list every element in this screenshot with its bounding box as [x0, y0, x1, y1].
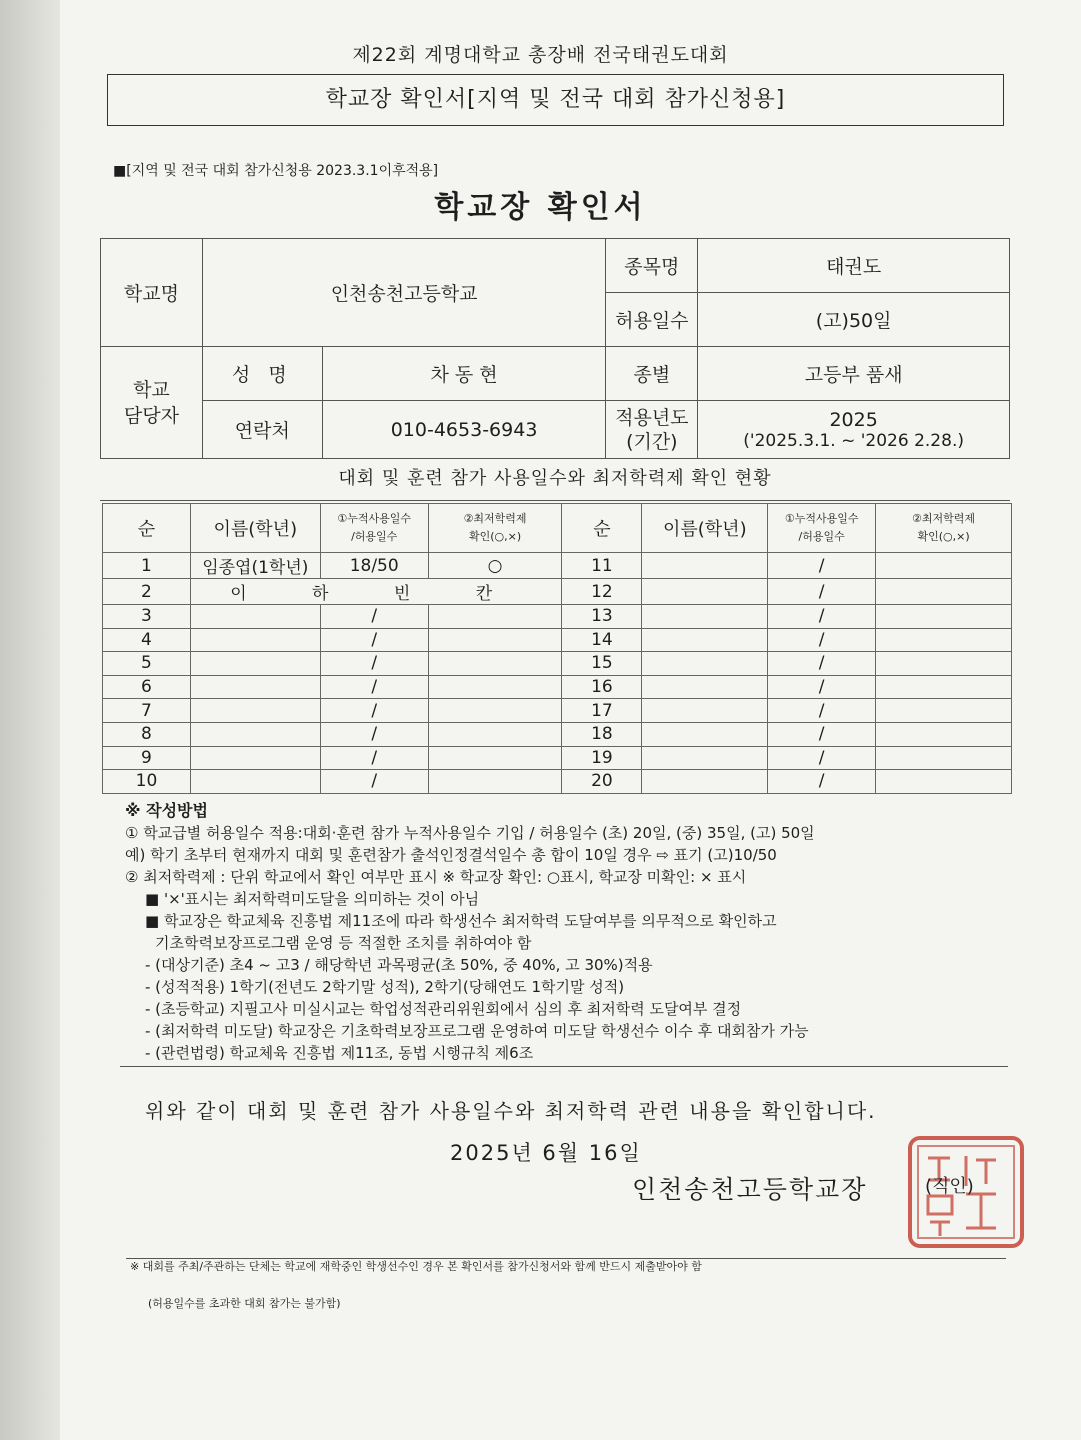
row-name	[642, 553, 768, 579]
row-name	[190, 746, 320, 770]
signature-date: 2025년 6월 16일	[450, 1141, 642, 1165]
row-check	[428, 605, 562, 629]
row-no: 18	[562, 722, 642, 746]
table-row	[103, 770, 1012, 794]
row-name	[190, 652, 320, 676]
seal-label: (직인)	[925, 1176, 974, 1197]
sport-label: 종목명	[606, 239, 698, 293]
year-label: 적용년도 (기간)	[606, 401, 698, 459]
method-line: ② 최저학력제 : 단위 학교에서 확인 여부만 표시 ※ 학교장 확인: ○표시, 학교장 미확인: × 표시	[125, 868, 747, 886]
row-days: /	[768, 652, 876, 676]
row-no: 13	[562, 605, 642, 629]
method-line: - (초등학교) 지필고사 미실시교는 학업성적관리위원회에서 심의 후 최저학력 도달여부 결정	[145, 1000, 742, 1018]
row-days: /	[320, 628, 428, 652]
table-row	[103, 722, 1012, 746]
row-days: /	[768, 722, 876, 746]
header-days-left: ①누적사용일수 /허용일수	[320, 504, 428, 553]
row-days: /	[768, 579, 876, 605]
row-days: /	[320, 699, 428, 723]
row-no: 6	[103, 675, 191, 699]
row-check	[428, 652, 562, 676]
row-no: 10	[103, 770, 191, 794]
header-check-right: ②최저학력제 확인(○,×)	[876, 504, 1012, 553]
method-line: ① 학교급별 허용일수 적용:대회·훈련 참가 누적사용일수 기입 / 허용일수 (초) 20일, (중) 35일, (고) 50일	[125, 824, 815, 842]
row-days: 18/50	[320, 553, 428, 579]
table-row	[103, 628, 1012, 652]
header-no-right: 순	[562, 504, 642, 553]
row-no: 2	[103, 579, 191, 605]
method-line: - (최저학력 미도달) 학교장은 기초학력보장프로그램 운영하여 미도달 학생선수 이수 후 대회참가 가능	[145, 1022, 809, 1040]
row-days: /	[768, 553, 876, 579]
school-info-table	[100, 238, 1010, 459]
header-no-left: 순	[103, 504, 191, 553]
method-line: 기초학력보장프로그램 운영 등 적절한 조치를 취하여야 함	[155, 934, 532, 952]
confirmation-text: 위와 같이 대회 및 훈련 참가 사용일수와 최저학력 관련 내용을 확인합니다.	[145, 1099, 877, 1123]
row-days: /	[320, 675, 428, 699]
method-title: ※ 작성방법	[125, 801, 208, 820]
table-row	[103, 605, 1012, 629]
row-name	[642, 605, 768, 629]
row-name	[642, 675, 768, 699]
table-row	[103, 699, 1012, 723]
footer-note: ※ 대회를 주최/주관하는 단체는 학교에 재학중인 학생선수인 경우 본 확인서를 참가신청서와 함께 반드시 제출받아야 함	[130, 1260, 702, 1273]
row-no: 4	[103, 628, 191, 652]
row-days: /	[320, 746, 428, 770]
category-value: 고등부 품새	[698, 347, 1010, 401]
table-row	[103, 579, 1012, 605]
page-title: 학교장 확인서	[434, 190, 647, 225]
row-check	[428, 675, 562, 699]
row-no: 11	[562, 553, 642, 579]
header-days-right: ①누적사용일수 /허용일수	[768, 504, 876, 553]
row-name	[642, 699, 768, 723]
row-no: 8	[103, 722, 191, 746]
row-name	[642, 579, 768, 605]
row-days: /	[768, 770, 876, 794]
row-name	[642, 722, 768, 746]
principal-name: 인천송천고등학교장	[632, 1175, 868, 1204]
year-value: 2025	[829, 408, 878, 431]
header-name-right: 이름(학년)	[642, 504, 768, 553]
row-name	[642, 628, 768, 652]
row-check	[428, 628, 562, 652]
row-check	[876, 722, 1012, 746]
row-days: /	[320, 652, 428, 676]
year-period: ('2025.3.1. ~ '2026 2.28.)	[743, 430, 964, 451]
row-name	[190, 722, 320, 746]
form-title-box: 학교장 확인서[지역 및 전국 대회 참가신청용]	[107, 74, 1004, 126]
manager-name-label: 성 명	[202, 347, 322, 401]
row-name	[190, 699, 320, 723]
row-no: 5	[103, 652, 191, 676]
row-no: 20	[562, 770, 642, 794]
method-line: 예) 학기 초부터 현재까지 대회 및 훈련참가 출석인정결석일수 총 합이 10일 경우 ⇨ 표기 (고)10/50	[125, 846, 777, 864]
row-days: /	[768, 605, 876, 629]
row-no: 12	[562, 579, 642, 605]
row-check	[428, 722, 562, 746]
row-no: 17	[562, 699, 642, 723]
row-days: /	[768, 699, 876, 723]
row-days: /	[768, 675, 876, 699]
usage-section-title: 대회 및 훈련 참가 사용일수와 최저학력제 확인 현황	[100, 458, 1010, 501]
row-no: 9	[103, 746, 191, 770]
event-title: 제22회 계명대학교 총장배 전국태권도대회	[352, 44, 729, 66]
row-check	[876, 770, 1012, 794]
row-name	[642, 652, 768, 676]
method-line: - (성적적용) 1학기(전년도 2학기말 성적), 2학기(당해연도 1학기말 성적)	[145, 978, 625, 996]
allowed-days-value: (고)50일	[698, 293, 1010, 347]
blank-below-note: 이 하 빈 칸	[190, 579, 562, 605]
allowed-days-label: 허용일수	[606, 293, 698, 347]
contact-label: 연락처	[202, 401, 322, 459]
method-line: ■ '×'표시는 최저학력미도달을 의미하는 것이 아님	[145, 890, 480, 908]
row-no: 19	[562, 746, 642, 770]
row-check	[876, 675, 1012, 699]
row-check	[876, 652, 1012, 676]
row-no: 7	[103, 699, 191, 723]
row-check: ○	[428, 553, 562, 579]
row-name	[190, 770, 320, 794]
footer-note-sub: (허용일수를 초과한 대회 참가는 불가함)	[148, 1297, 341, 1310]
row-no: 14	[562, 628, 642, 652]
row-no: 15	[562, 652, 642, 676]
row-days: /	[320, 722, 428, 746]
divider	[120, 1066, 1008, 1067]
row-check	[428, 770, 562, 794]
row-name	[642, 746, 768, 770]
manager-label: 학교 담당자	[101, 347, 203, 459]
row-check	[876, 699, 1012, 723]
row-days: /	[320, 770, 428, 794]
header-name-left: 이름(학년)	[190, 504, 320, 553]
row-days: /	[768, 628, 876, 652]
method-line: - (대상기준) 초4 ~ 고3 / 해당학년 과목평균(초 50%, 중 40%, 고 30%)적용	[145, 956, 653, 974]
manager-name: 차 동 현	[322, 347, 606, 401]
method-line: - (관련법령) 학교체육 진흥법 제11조, 동법 시행규칙 제6조	[145, 1044, 534, 1062]
method-line: ■ 학교장은 학교체육 진흥법 제11조에 따라 학생선수 최저학력 도달여부를 의무적으로 확인하고	[145, 912, 777, 930]
form-subnote: ■[지역 및 전국 대회 참가신청용 2023.3.1이후적용]	[113, 163, 439, 179]
sport-value: 태권도	[698, 239, 1010, 293]
table-row	[103, 746, 1012, 770]
row-check	[876, 746, 1012, 770]
school-name: 인천송천고등학교	[202, 239, 606, 347]
row-no: 3	[103, 605, 191, 629]
table-row	[103, 553, 1012, 579]
table-row	[103, 652, 1012, 676]
row-check	[876, 628, 1012, 652]
row-days: /	[768, 746, 876, 770]
usage-table	[102, 503, 1012, 794]
row-name	[190, 628, 320, 652]
row-no: 1	[103, 553, 191, 579]
row-name: 임종엽(1학년)	[190, 553, 320, 579]
year-cell	[698, 401, 1010, 459]
row-days: /	[320, 605, 428, 629]
row-check	[876, 553, 1012, 579]
school-name-label: 학교명	[101, 239, 203, 347]
writing-method	[125, 800, 1005, 1064]
header-check-left: ②최저학력제 확인(○,×)	[428, 504, 562, 553]
row-check	[428, 699, 562, 723]
row-name	[190, 605, 320, 629]
row-check	[876, 579, 1012, 605]
row-name	[190, 675, 320, 699]
row-name	[642, 770, 768, 794]
row-no: 16	[562, 675, 642, 699]
row-check	[876, 605, 1012, 629]
category-label: 종별	[606, 347, 698, 401]
table-row	[103, 675, 1012, 699]
row-check	[428, 746, 562, 770]
contact-value: 010-4653-6943	[322, 401, 606, 459]
